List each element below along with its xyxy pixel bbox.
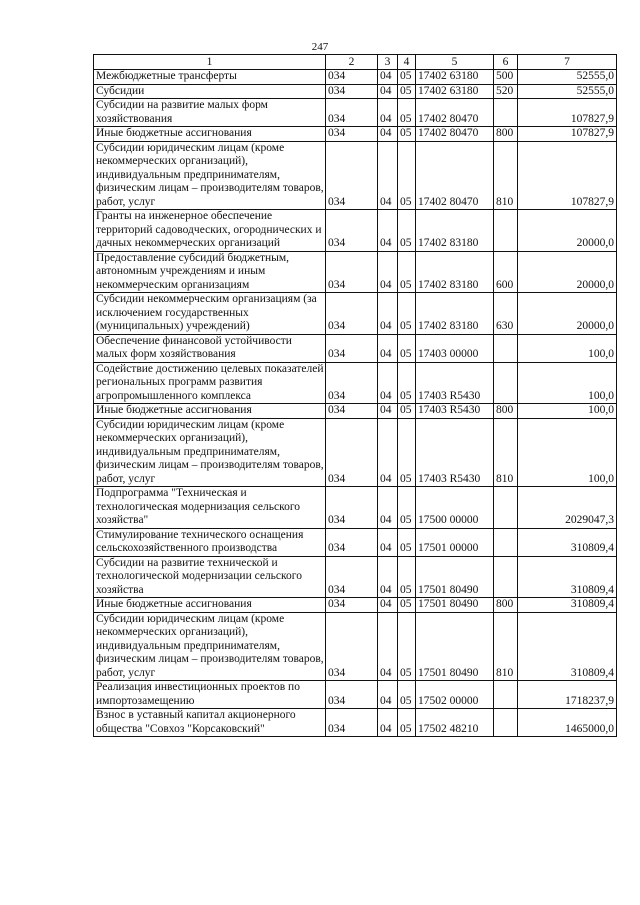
row-col6-cell xyxy=(494,709,518,737)
row-col4-cell: 05 xyxy=(398,404,416,419)
row-col5-cell: 17501 80490 xyxy=(416,612,494,681)
table-row xyxy=(94,556,617,598)
row-name-cell: Взнос в уставный капитал акционерного общества "Совхоз "Корсаковский" xyxy=(94,709,326,737)
row-name-cell: Иные бюджетные ассигнования xyxy=(94,598,326,613)
row-col2-cell: 034 xyxy=(326,681,378,709)
row-col2-cell: 034 xyxy=(326,404,378,419)
row-col2-cell: 034 xyxy=(326,528,378,556)
row-col3-cell: 04 xyxy=(378,709,398,737)
row-amount-cell: 2029047,3 xyxy=(518,487,617,529)
row-col4-cell: 05 xyxy=(398,681,416,709)
table-row xyxy=(94,251,617,293)
column-header-5: 5 xyxy=(416,55,494,70)
row-col5-cell: 17403 00000 xyxy=(416,334,494,362)
table-row xyxy=(94,210,617,252)
row-col5-cell: 17501 80490 xyxy=(416,556,494,598)
row-amount-cell: 310809,4 xyxy=(518,556,617,598)
row-name-cell: Субсидии на развитие малых форм хозяйствования xyxy=(94,99,326,127)
table-row xyxy=(94,528,617,556)
table-row xyxy=(94,99,617,127)
row-col6-cell: 800 xyxy=(494,127,518,142)
row-col6-cell: 630 xyxy=(494,293,518,335)
row-col6-cell: 600 xyxy=(494,251,518,293)
row-col4-cell: 05 xyxy=(398,598,416,613)
row-name-cell: Субсидии некоммерческим организациям (за исключением государственных (муниципальных) учреждений) xyxy=(94,293,326,335)
row-col3-cell: 04 xyxy=(378,418,398,487)
row-col5-cell: 17402 83180 xyxy=(416,210,494,252)
table-row xyxy=(94,84,617,99)
row-col5-cell: 17403 R5430 xyxy=(416,418,494,487)
row-col3-cell: 04 xyxy=(378,404,398,419)
row-name-cell: Межбюджетные трансферты xyxy=(94,70,326,85)
row-col4-cell: 05 xyxy=(398,99,416,127)
row-col6-cell: 520 xyxy=(494,84,518,99)
row-amount-cell: 100,0 xyxy=(518,334,617,362)
table-row xyxy=(94,70,617,85)
row-col3-cell: 04 xyxy=(378,141,398,210)
row-col5-cell: 17402 80470 xyxy=(416,99,494,127)
table-row xyxy=(94,293,617,335)
row-col2-cell: 034 xyxy=(326,99,378,127)
table-row xyxy=(94,141,617,210)
column-header-6: 6 xyxy=(494,55,518,70)
row-col2-cell: 034 xyxy=(326,293,378,335)
row-col5-cell: 17402 63180 xyxy=(416,84,494,99)
row-col5-cell: 17402 80470 xyxy=(416,127,494,142)
row-col5-cell: 17402 63180 xyxy=(416,70,494,85)
row-amount-cell: 310809,4 xyxy=(518,612,617,681)
row-col3-cell: 04 xyxy=(378,293,398,335)
page-number: 247 xyxy=(311,41,329,53)
row-col5-cell: 17403 R5430 xyxy=(416,362,494,404)
row-col4-cell: 05 xyxy=(398,84,416,99)
row-name-cell: Иные бюджетные ассигнования xyxy=(94,404,326,419)
row-col6-cell xyxy=(494,681,518,709)
row-name-cell: Реализация инвестиционных проектов по импортозамещению xyxy=(94,681,326,709)
row-col6-cell xyxy=(494,556,518,598)
table-row xyxy=(94,127,617,142)
row-col3-cell: 04 xyxy=(378,127,398,142)
row-name-cell: Иные бюджетные ассигнования xyxy=(94,127,326,142)
row-name-cell: Гранты на инженерное обеспечение территорий садоводческих, огороднических и дачных некоммерческих организаций xyxy=(94,210,326,252)
row-col5-cell: 17402 80470 xyxy=(416,141,494,210)
row-name-cell: Содействие достижению целевых показателей региональных программ развития агропромышленного комплекса xyxy=(94,362,326,404)
row-name-cell: Субсидии юридическим лицам (кроме некоммерческих организаций), индивидуальным предпринимателям, физическим лицам – производителям товаров, работ, услуг xyxy=(94,141,326,210)
row-col6-cell xyxy=(494,487,518,529)
column-header-7: 7 xyxy=(518,55,617,70)
table-row xyxy=(94,362,617,404)
row-col2-cell: 034 xyxy=(326,210,378,252)
row-col6-cell: 810 xyxy=(494,612,518,681)
row-amount-cell: 107827,9 xyxy=(518,141,617,210)
row-col3-cell: 04 xyxy=(378,99,398,127)
row-amount-cell: 100,0 xyxy=(518,362,617,404)
column-header-1: 1 xyxy=(94,55,326,70)
table-body xyxy=(94,70,617,737)
row-amount-cell: 52555,0 xyxy=(518,70,617,85)
row-name-cell: Предоставление субсидий бюджетным, автономным учреждениям и иным некоммерческим организациям xyxy=(94,251,326,293)
row-col6-cell xyxy=(494,362,518,404)
row-col4-cell: 05 xyxy=(398,487,416,529)
row-col5-cell: 17403 R5430 xyxy=(416,404,494,419)
row-col3-cell: 04 xyxy=(378,362,398,404)
row-col5-cell: 17501 80490 xyxy=(416,598,494,613)
row-col2-cell: 034 xyxy=(326,612,378,681)
row-col5-cell: 17501 00000 xyxy=(416,528,494,556)
row-amount-cell: 52555,0 xyxy=(518,84,617,99)
row-col3-cell: 04 xyxy=(378,70,398,85)
budget-table xyxy=(93,54,617,737)
row-col4-cell: 05 xyxy=(398,251,416,293)
row-name-cell: Субсидии юридическим лицам (кроме некоммерческих организаций), индивидуальным предпринимателям, физическим лицам – производителям товаров, работ, услуг xyxy=(94,418,326,487)
row-col6-cell: 810 xyxy=(494,141,518,210)
row-col2-cell: 034 xyxy=(326,362,378,404)
row-col6-cell xyxy=(494,334,518,362)
row-col2-cell: 034 xyxy=(326,709,378,737)
row-name-cell: Подпрограмма "Техническая и технологическая модернизация сельского хозяйства" xyxy=(94,487,326,529)
row-col3-cell: 04 xyxy=(378,487,398,529)
row-col3-cell: 04 xyxy=(378,556,398,598)
row-amount-cell: 107827,9 xyxy=(518,127,617,142)
row-col4-cell: 05 xyxy=(398,293,416,335)
row-col4-cell: 05 xyxy=(398,709,416,737)
row-col4-cell: 05 xyxy=(398,141,416,210)
row-col4-cell: 05 xyxy=(398,210,416,252)
row-col4-cell: 05 xyxy=(398,127,416,142)
row-col2-cell: 034 xyxy=(326,70,378,85)
row-amount-cell: 100,0 xyxy=(518,418,617,487)
row-col3-cell: 04 xyxy=(378,681,398,709)
row-col3-cell: 04 xyxy=(378,598,398,613)
row-name-cell: Субсидии на развитие технической и технологической модернизации сельского хозяйства xyxy=(94,556,326,598)
table-row xyxy=(94,598,617,613)
row-col5-cell: 17402 83180 xyxy=(416,251,494,293)
row-col4-cell: 05 xyxy=(398,70,416,85)
table-row xyxy=(94,709,617,737)
row-amount-cell: 1465000,0 xyxy=(518,709,617,737)
table-row xyxy=(94,334,617,362)
row-col2-cell: 034 xyxy=(326,141,378,210)
row-col2-cell: 034 xyxy=(326,334,378,362)
table-row xyxy=(94,681,617,709)
row-col3-cell: 04 xyxy=(378,528,398,556)
row-amount-cell: 20000,0 xyxy=(518,293,617,335)
row-col6-cell: 800 xyxy=(494,598,518,613)
row-col4-cell: 05 xyxy=(398,362,416,404)
row-col6-cell xyxy=(494,528,518,556)
row-col6-cell: 800 xyxy=(494,404,518,419)
row-col2-cell: 034 xyxy=(326,556,378,598)
row-col2-cell: 034 xyxy=(326,487,378,529)
row-col2-cell: 034 xyxy=(326,418,378,487)
row-col6-cell xyxy=(494,99,518,127)
row-amount-cell: 20000,0 xyxy=(518,210,617,252)
row-col4-cell: 05 xyxy=(398,612,416,681)
row-amount-cell: 1718237,9 xyxy=(518,681,617,709)
row-col6-cell xyxy=(494,210,518,252)
row-name-cell: Субсидии xyxy=(94,84,326,99)
row-col5-cell: 17502 48210 xyxy=(416,709,494,737)
row-col6-cell: 500 xyxy=(494,70,518,85)
table-row xyxy=(94,418,617,487)
column-header-4: 4 xyxy=(398,55,416,70)
row-col6-cell: 810 xyxy=(494,418,518,487)
row-amount-cell: 100,0 xyxy=(518,404,617,419)
table-header xyxy=(94,55,617,70)
row-amount-cell: 310809,4 xyxy=(518,598,617,613)
row-col2-cell: 034 xyxy=(326,84,378,99)
row-name-cell: Обеспечение финансовой устойчивости малых форм хозяйствования xyxy=(94,334,326,362)
row-col2-cell: 034 xyxy=(326,127,378,142)
row-col2-cell: 034 xyxy=(326,598,378,613)
row-amount-cell: 107827,9 xyxy=(518,99,617,127)
header-row xyxy=(94,55,617,70)
row-col3-cell: 04 xyxy=(378,251,398,293)
row-col3-cell: 04 xyxy=(378,612,398,681)
row-col4-cell: 05 xyxy=(398,334,416,362)
row-name-cell: Стимулирование технического оснащения сельскохозяйственного производства xyxy=(94,528,326,556)
table-row xyxy=(94,404,617,419)
row-col3-cell: 04 xyxy=(378,84,398,99)
table-row xyxy=(94,487,617,529)
row-col5-cell: 17402 83180 xyxy=(416,293,494,335)
row-col3-cell: 04 xyxy=(378,210,398,252)
table-row xyxy=(94,612,617,681)
column-header-2: 2 xyxy=(326,55,378,70)
row-col5-cell: 17502 00000 xyxy=(416,681,494,709)
row-col2-cell: 034 xyxy=(326,251,378,293)
row-col4-cell: 05 xyxy=(398,418,416,487)
row-name-cell: Субсидии юридическим лицам (кроме некоммерческих организаций), индивидуальным предпринимателям, физическим лицам – производителям товаров, работ, услуг xyxy=(94,612,326,681)
row-col4-cell: 05 xyxy=(398,528,416,556)
row-col3-cell: 04 xyxy=(378,334,398,362)
column-header-3: 3 xyxy=(378,55,398,70)
row-amount-cell: 310809,4 xyxy=(518,528,617,556)
row-col5-cell: 17500 00000 xyxy=(416,487,494,529)
row-amount-cell: 20000,0 xyxy=(518,251,617,293)
row-col4-cell: 05 xyxy=(398,556,416,598)
